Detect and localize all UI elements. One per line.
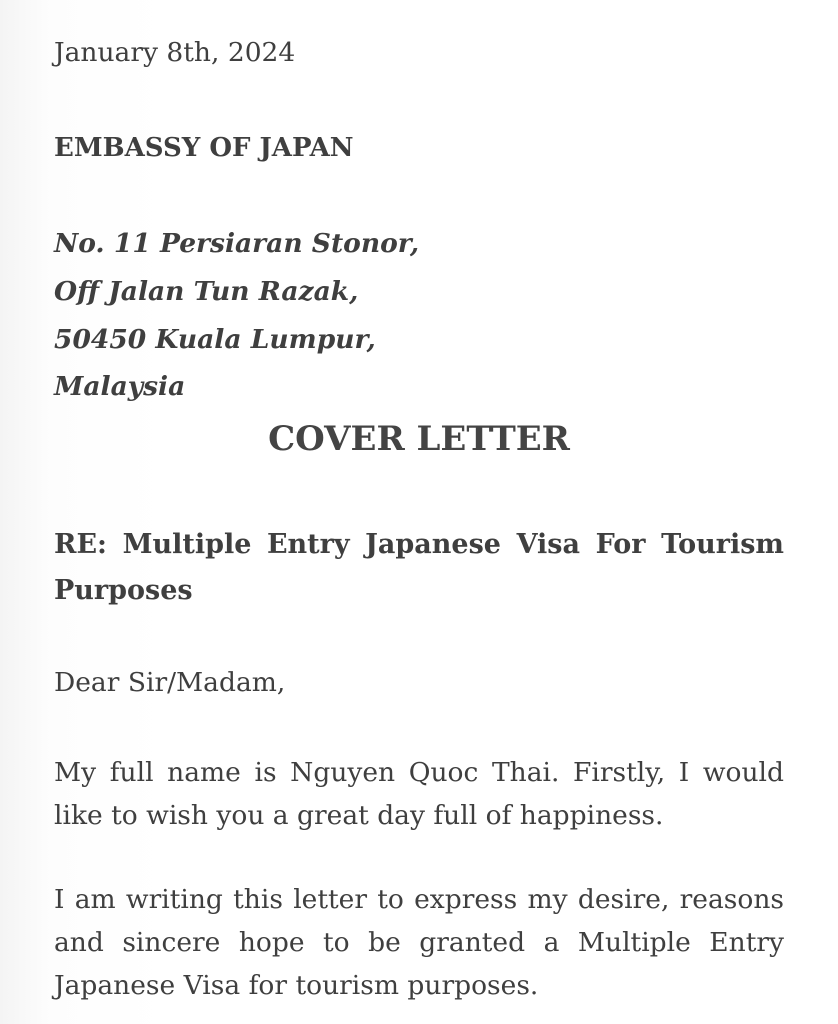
salutation: Dear Sir/Madam, [54, 667, 286, 698]
paragraph-1: My full name is Nguyen Quoc Thai. Firstly, I would like to wish you a great day full of happiness. [54, 757, 784, 831]
address-line-4: Malaysia [54, 371, 186, 402]
address-line-2: Off Jalan Tun Razak, [54, 276, 359, 307]
letter-date: January 8th, 2024 [54, 37, 296, 68]
address-line-3: 50450 Kuala Lumpur, [54, 324, 376, 355]
subject-line: RE: Multiple Entry Japanese Visa For Tourism Purposes [54, 529, 784, 606]
paragraph-2: I am writing this letter to express my desire, reasons and sincere hope to be granted a Multiple Entry Japanese Visa for tourism purposes. [54, 884, 784, 1001]
address-line-1: No. 11 Persiaran Stonor, [54, 228, 420, 259]
letter-title: COVER LETTER [268, 419, 570, 459]
recipient-name: EMBASSY OF JAPAN [54, 133, 354, 163]
